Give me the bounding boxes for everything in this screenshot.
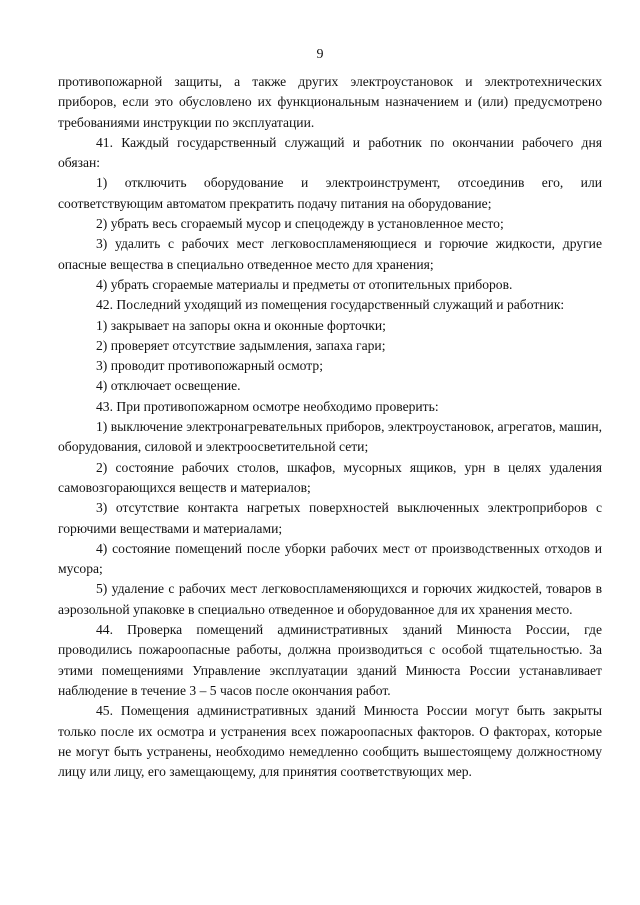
- paragraph-41-sub-4: 4) убрать сгораемые материалы и предметы от отопительных приборов.: [96, 276, 513, 292]
- paragraph-43-sub-1: 1) выключение электронагревательных приборов, электроустановок, агрегатов, машин, оборудования, силовой и электроосветительной сети;: [58, 419, 602, 455]
- paragraph-item-44: 44. Проверка помещений административных зданий Минюста России, где проводились пожароопасные работы, должна производиться с особой тщательностью. За этими помещениями Управление эксплуатации зданий Минюста России устанавливает наблюдение в течение 3 – 5 часов после окончания работ.: [58, 622, 602, 698]
- document-body: [58, 72, 602, 782]
- paragraph-43-sub-4: 4) состояние помещений после уборки рабочих мест от производственных отходов и мусора;: [58, 540, 602, 577]
- paragraph-43-sub-5: 5) удаление с рабочих мест легковоспламеняющихся и горючих жидкостей, товаров в аэрозольной упаковке в специально отведенное и оборудованное для их хранения место.: [58, 581, 602, 617]
- paragraph-43-sub-2: 2) состояние рабочих столов, шкафов, мусорных ящиков, урн в целях удаления самовозгорающихся веществ и материалов;: [58, 459, 602, 495]
- paragraph-41-sub-2: 2) убрать весь сгораемый мусор и спецодежду в установленное место;: [96, 216, 504, 232]
- paragraph-item-41: 41. Каждый государственный служащий и работник по окончании рабочего дня обязан:: [58, 134, 602, 171]
- paragraph-41-sub-3: 3) удалить с рабочих мест легковоспламеняющиеся и горючие жидкости, другие опасные вещества в специально отведенное место для хранения;: [58, 236, 602, 272]
- page-number: 9: [316, 47, 324, 62]
- paragraph-43-sub-3: 3) отсутствие контакта нагретых поверхностей выключенных электроприборов с горючими веществами и материалами;: [58, 500, 602, 536]
- paragraph-41-sub-1: 1) отключить оборудование и электроинструмент, отсоединив его, или соответствующим автоматом прекратить подачу питания на оборудование;: [58, 175, 602, 211]
- paragraph-42-sub-3: 3) проводит противопожарный осмотр;: [96, 358, 323, 374]
- paragraph-item-42: 42. Последний уходящий из помещения государственный служащий и работник:: [96, 297, 565, 313]
- paragraph-42-sub-2: 2) проверяет отсутствие задымления, запаха гари;: [96, 337, 386, 353]
- paragraph-item-45: 45. Помещения административных зданий Минюста России могут быть закрыты только после их осмотра и устранения всех пожароопасных факторов. О факторах, которые не могут быть устранены, необходимо немедленно сообщить вышестоящему должностному лицу или лицу, его замещающему, для принятия соответствующих мер.: [58, 703, 602, 780]
- paragraph-item-43: 43. При противопожарном осмотре необходимо проверить:: [96, 398, 439, 414]
- paragraph-42-sub-4: 4) отключает освещение.: [96, 378, 241, 394]
- paragraph-continuation: противопожарной защиты, а также других электроустановок и электротехнических приборов, если это обусловлено их функциональным назначением и (или) предусмотрено требованиями инструкции по эксплуатации.: [58, 74, 602, 130]
- paragraph-42-sub-1: 1) закрывает на запоры окна и оконные форточки;: [96, 317, 386, 333]
